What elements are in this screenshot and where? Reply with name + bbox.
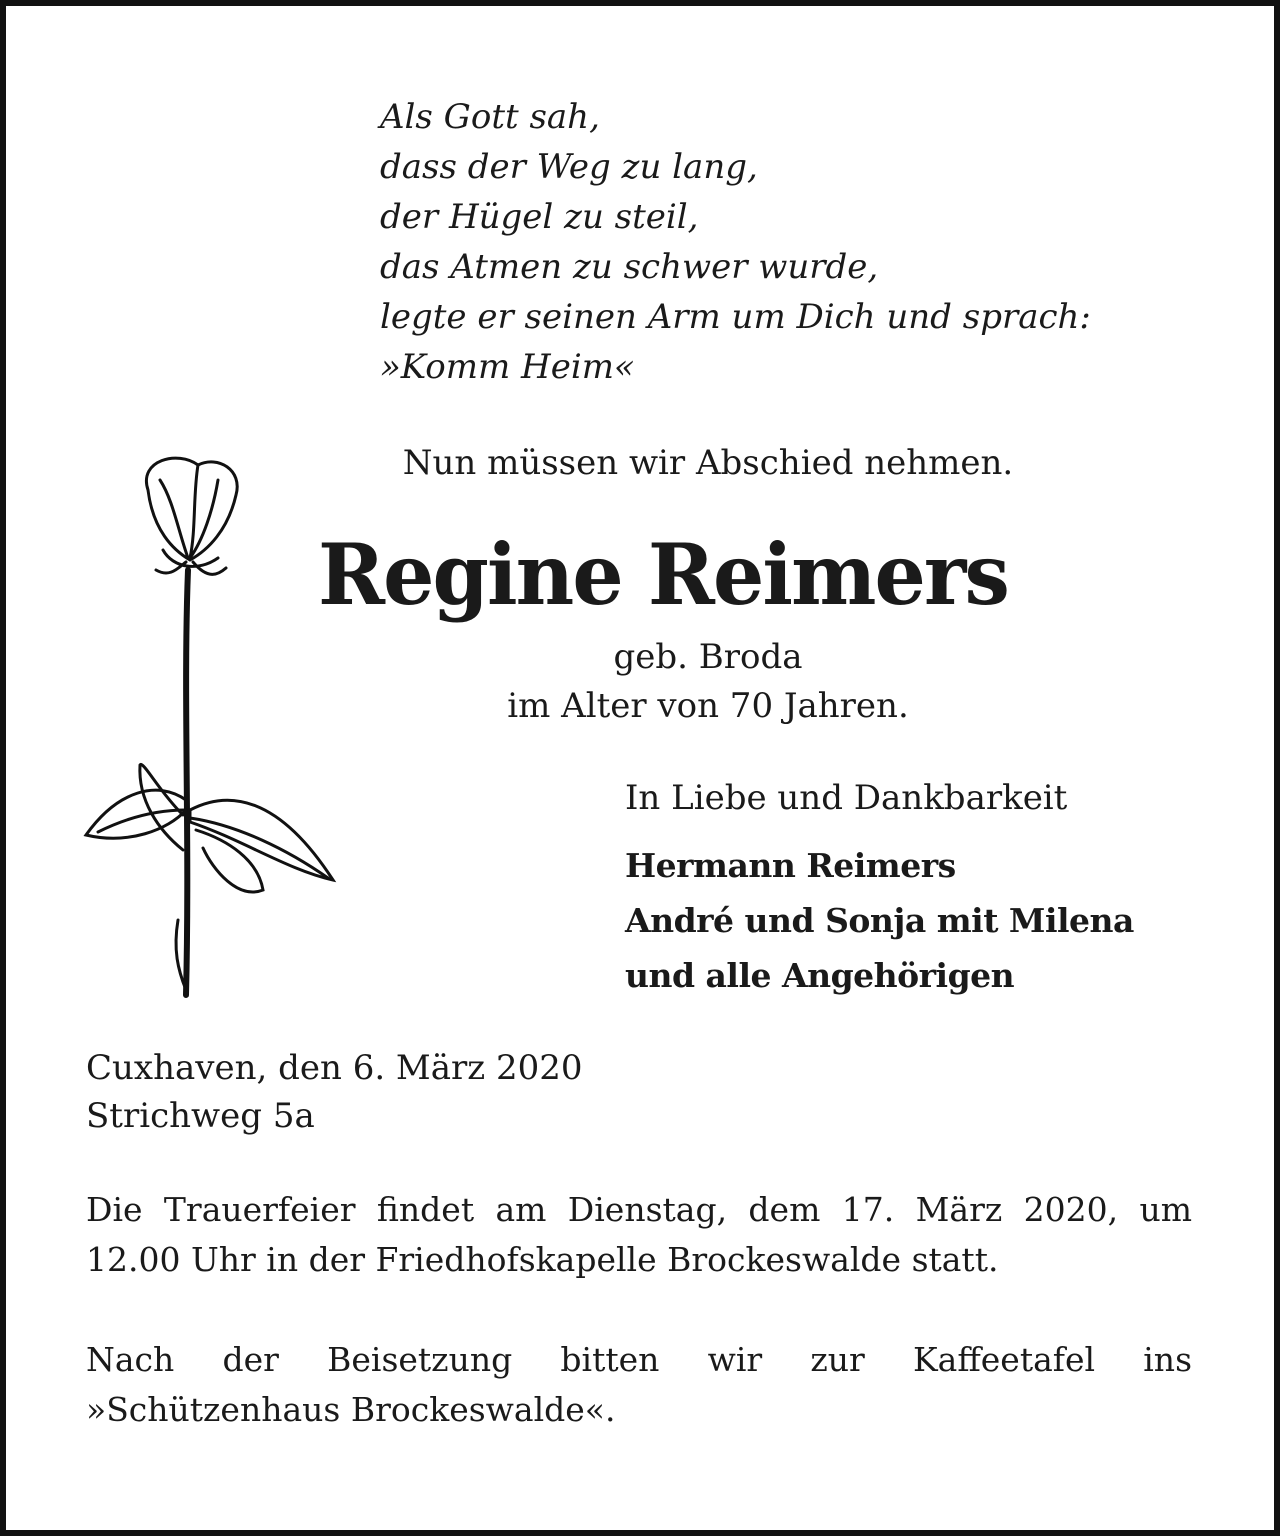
mourners-list [625, 838, 1134, 1003]
birth-name: geb. Broda [613, 637, 803, 677]
poem-line: Als Gott sah, [380, 97, 600, 137]
reception-info: Nach der Beisetzung bitten wir zur Kaffeetafel ins »Schützenhaus Brockeswalde«. [86, 1340, 1192, 1429]
mourner-name: André und Sonja mit Milena [625, 901, 1134, 940]
address: Strichweg 5a [86, 1096, 315, 1136]
poem-line: dass der Weg zu lang, [380, 147, 758, 187]
intro-line: Nun müssen wir Abschied nehmen. [402, 443, 1014, 483]
poem-line: das Atmen zu schwer wurde, [380, 247, 879, 287]
age-line: im Alter von 70 Jahren. [507, 686, 909, 726]
poem-line: der Hügel zu steil, [380, 197, 699, 237]
poem-line: legte er seinen Arm um Dich und sprach: [380, 297, 1091, 337]
poem-line: »Komm Heim« [380, 347, 635, 387]
poem [380, 92, 1091, 392]
deceased-name: Regine Reimers [318, 525, 1008, 624]
mourners-intro: In Liebe und Dankbarkeit [625, 778, 1068, 818]
mourner-name: Hermann Reimers [625, 846, 956, 885]
funeral-info: Die Trauerfeier findet am Dienstag, dem 17. März 2020, um 12.00 Uhr in der Friedhofskapelle Brockeswalde statt. [86, 1190, 1192, 1279]
mourner-name: und alle Angehörigen [625, 956, 1015, 995]
place-date: Cuxhaven, den 6. März 2020 [86, 1048, 583, 1088]
